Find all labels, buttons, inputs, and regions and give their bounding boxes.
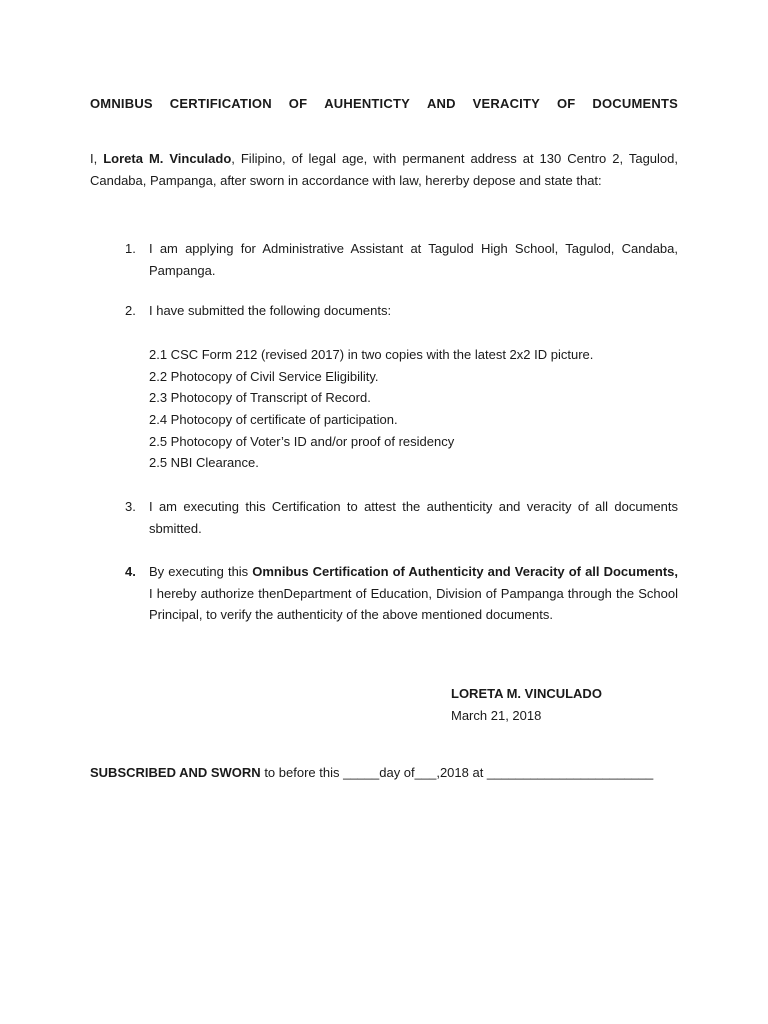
title-word: AND	[426, 96, 456, 111]
title-word: CERTIFICATION	[169, 96, 272, 111]
item-text-bold: Omnibus Certification of Authenticity and Veracity of all Documents,	[252, 564, 678, 579]
affiant-name: Loreta M. Vinculado	[103, 151, 232, 166]
list-item-2	[90, 300, 678, 322]
item-number: 2.	[125, 303, 136, 318]
document-entry: 2.4 Photocopy of certificate of participation.	[149, 412, 398, 428]
intro-paragraph	[90, 148, 678, 191]
document-entry: 2.2 Photocopy of Civil Service Eligibility.	[149, 368, 379, 384]
list-item-3	[90, 496, 678, 539]
item-text: I have submitted the following documents:	[149, 303, 392, 318]
title-word: AUHENTICTY	[324, 96, 410, 111]
item-number: 3.	[125, 499, 136, 514]
title-word: OMNIBUS	[90, 96, 153, 111]
document-entry: 2.1 CSC Form 212 (revised 2017) in two copies with the latest 2x2 ID picture.	[149, 347, 594, 362]
title-word: VERACITY	[472, 96, 541, 111]
list-item-1	[90, 238, 678, 281]
list-item-4	[90, 561, 678, 626]
item-text: I am executing this Certification to attest the authenticity and veracity of all documents sbmitted.	[149, 499, 678, 536]
intro-rest: , Filipino, of legal age, with permanent address at 130 Centro 2, Tagulod, Candaba, Pampanga, after sworn in accordance with law, hererby depose and state that:	[90, 151, 678, 188]
title-word: OF	[556, 96, 576, 111]
document-entry: 2.5 Photocopy of Voter’s ID and/or proof of residency	[149, 433, 455, 449]
item-text-pre: By executing this	[149, 564, 253, 579]
title-word: OF	[288, 96, 308, 111]
item-text: I am applying for Administrative Assistant at Tagulod High School, Tagulod, Candaba, Pampanga.	[149, 241, 678, 278]
item-number: 4.	[125, 564, 136, 579]
document-entry: 2.5 NBI Clearance.	[149, 455, 259, 471]
jurat-bold: SUBSCRIBED AND SWORN	[90, 765, 261, 780]
signature-block	[451, 683, 602, 726]
signatory-name: LORETA M. VINCULADO	[451, 686, 602, 701]
jurat-line	[90, 762, 653, 784]
documents-list	[149, 344, 679, 474]
document-title	[90, 93, 678, 115]
document-entry: 2.3 Photocopy of Transcript of Record.	[149, 390, 371, 406]
item-text-post: I hereby authorize thenDepartment of Education, Division of Pampanga through the School Principal, to verify the authenticity of the above mentioned documents.	[149, 585, 678, 623]
jurat-text: to before this _____day of___,2018 at _______________________	[260, 765, 654, 780]
title-word: DOCUMENTS	[592, 96, 678, 111]
intro-prefix: I,	[90, 151, 104, 166]
item-number: 1.	[125, 241, 136, 256]
signature-date: March 21, 2018	[451, 707, 542, 723]
